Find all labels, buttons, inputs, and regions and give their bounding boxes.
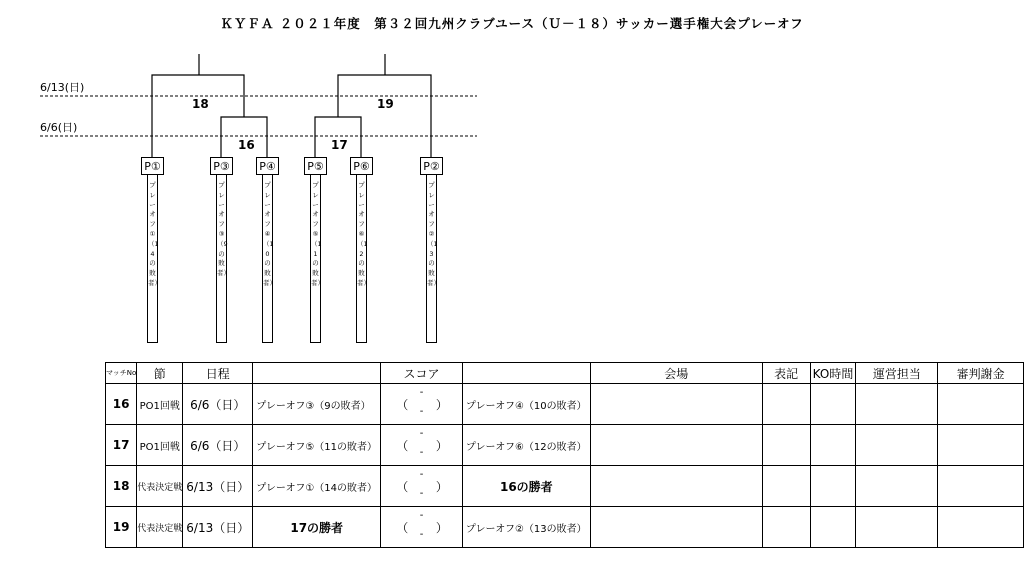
score-away: -	[419, 529, 424, 540]
slot-p2-team: プレーオフ②（13の敗者）	[426, 175, 437, 343]
header-ko-time: KO時間	[810, 363, 856, 384]
score-cell	[381, 466, 463, 507]
score-home: -	[419, 510, 424, 521]
notation-cell	[762, 425, 810, 466]
home-team: プレーオフ③（9の敗者）	[253, 384, 381, 425]
home-team: プレーオフ⑤（11の敗者）	[253, 425, 381, 466]
page-title: ＫＹＦＡ ２０２１年度 第３２回九州クラブユース（Ｕ－１８）サッカー選手権大会プレーオフ	[220, 16, 804, 31]
notation-cell	[762, 507, 810, 548]
match-date: 6/6（日）	[183, 384, 253, 425]
score-open: （	[396, 480, 409, 494]
away-team: プレーオフ②（13の敗者）	[462, 507, 590, 548]
round-19-label: 19	[377, 97, 394, 111]
match-no: 18	[106, 466, 137, 507]
table-row	[106, 507, 1024, 548]
round-17-label: 17	[331, 138, 348, 152]
score-away: -	[419, 406, 424, 417]
venue-cell	[590, 384, 762, 425]
score-cell	[381, 507, 463, 548]
header-date: 日程	[183, 363, 253, 384]
score-cell	[381, 384, 463, 425]
header-round: 節	[137, 363, 183, 384]
operations-cell	[856, 507, 938, 548]
header-referee-fee: 審判謝金	[938, 363, 1024, 384]
score-away: -	[419, 488, 424, 499]
score-home: -	[419, 428, 424, 439]
venue-cell	[590, 466, 762, 507]
referee-fee-cell	[938, 466, 1024, 507]
match-round: 代表決定戦	[137, 507, 183, 548]
score-close: ）	[435, 480, 448, 494]
ko-time-cell	[810, 507, 856, 548]
slot-p3-label: P③	[210, 157, 233, 175]
match-round: PO1回戦	[137, 384, 183, 425]
score-open: （	[396, 521, 409, 535]
notation-cell	[762, 384, 810, 425]
match-no: 19	[106, 507, 137, 548]
operations-cell	[856, 384, 938, 425]
ko-time-cell	[810, 425, 856, 466]
ko-time-cell	[810, 466, 856, 507]
header-notation: 表記	[762, 363, 810, 384]
table-row	[106, 425, 1024, 466]
operations-cell	[856, 425, 938, 466]
header-operations: 運営担当	[856, 363, 938, 384]
slot-p6-team: プレーオフ⑥（12の敗者）	[356, 175, 367, 343]
schedule-table	[105, 362, 1024, 548]
slot-p5-label: P⑤	[304, 157, 327, 175]
match-date: 6/13（日）	[183, 507, 253, 548]
away-team: プレーオフ④（10の敗者）	[462, 384, 590, 425]
score-home: -	[419, 387, 424, 398]
home-team: プレーオフ①（14の敗者）	[253, 466, 381, 507]
operations-cell	[856, 466, 938, 507]
score-open: （	[396, 398, 409, 412]
away-team: 16の勝者	[462, 466, 590, 507]
venue-cell	[590, 425, 762, 466]
match-date: 6/6（日）	[183, 425, 253, 466]
header-home	[253, 363, 381, 384]
round-16-label: 16	[238, 138, 255, 152]
slot-p2-label: P②	[420, 157, 443, 175]
slot-p1-team: プレーオフ①（14の敗者）	[147, 175, 158, 343]
match-round: 代表決定戦	[137, 466, 183, 507]
table-header-row	[106, 363, 1024, 384]
match-round: PO1回戦	[137, 425, 183, 466]
ko-time-cell	[810, 384, 856, 425]
header-score: スコア	[381, 363, 463, 384]
match-no: 16	[106, 384, 137, 425]
slot-p5-team: プレーオフ⑤（11の敗者）	[310, 175, 321, 343]
score-open: （	[396, 439, 409, 453]
score-close: ）	[435, 398, 448, 412]
header-venue: 会場	[590, 363, 762, 384]
venue-cell	[590, 507, 762, 548]
score-close: ）	[435, 521, 448, 535]
slot-p6-label: P⑥	[350, 157, 373, 175]
slot-p4-team: プレーオフ④（10の敗者）	[262, 175, 273, 343]
home-team: 17の勝者	[253, 507, 381, 548]
match-date: 6/13（日）	[183, 466, 253, 507]
table-row	[106, 384, 1024, 425]
round-18-label: 18	[192, 97, 209, 111]
date-label-bottom: 6/6(日)	[40, 121, 78, 134]
referee-fee-cell	[938, 425, 1024, 466]
score-away: -	[419, 447, 424, 458]
slot-p1-label: P①	[141, 157, 164, 175]
score-cell	[381, 425, 463, 466]
notation-cell	[762, 466, 810, 507]
away-team: プレーオフ⑥（12の敗者）	[462, 425, 590, 466]
score-close: ）	[435, 439, 448, 453]
date-label-top: 6/13(日)	[40, 81, 85, 94]
slot-p4-label: P④	[256, 157, 279, 175]
slot-p3-team: プレーオフ③（9の敗者）	[216, 175, 227, 343]
match-no: 17	[106, 425, 137, 466]
referee-fee-cell	[938, 507, 1024, 548]
header-away	[462, 363, 590, 384]
referee-fee-cell	[938, 384, 1024, 425]
header-match-no: マッチNo	[106, 363, 137, 384]
table-row	[106, 466, 1024, 507]
score-home: -	[419, 469, 424, 480]
